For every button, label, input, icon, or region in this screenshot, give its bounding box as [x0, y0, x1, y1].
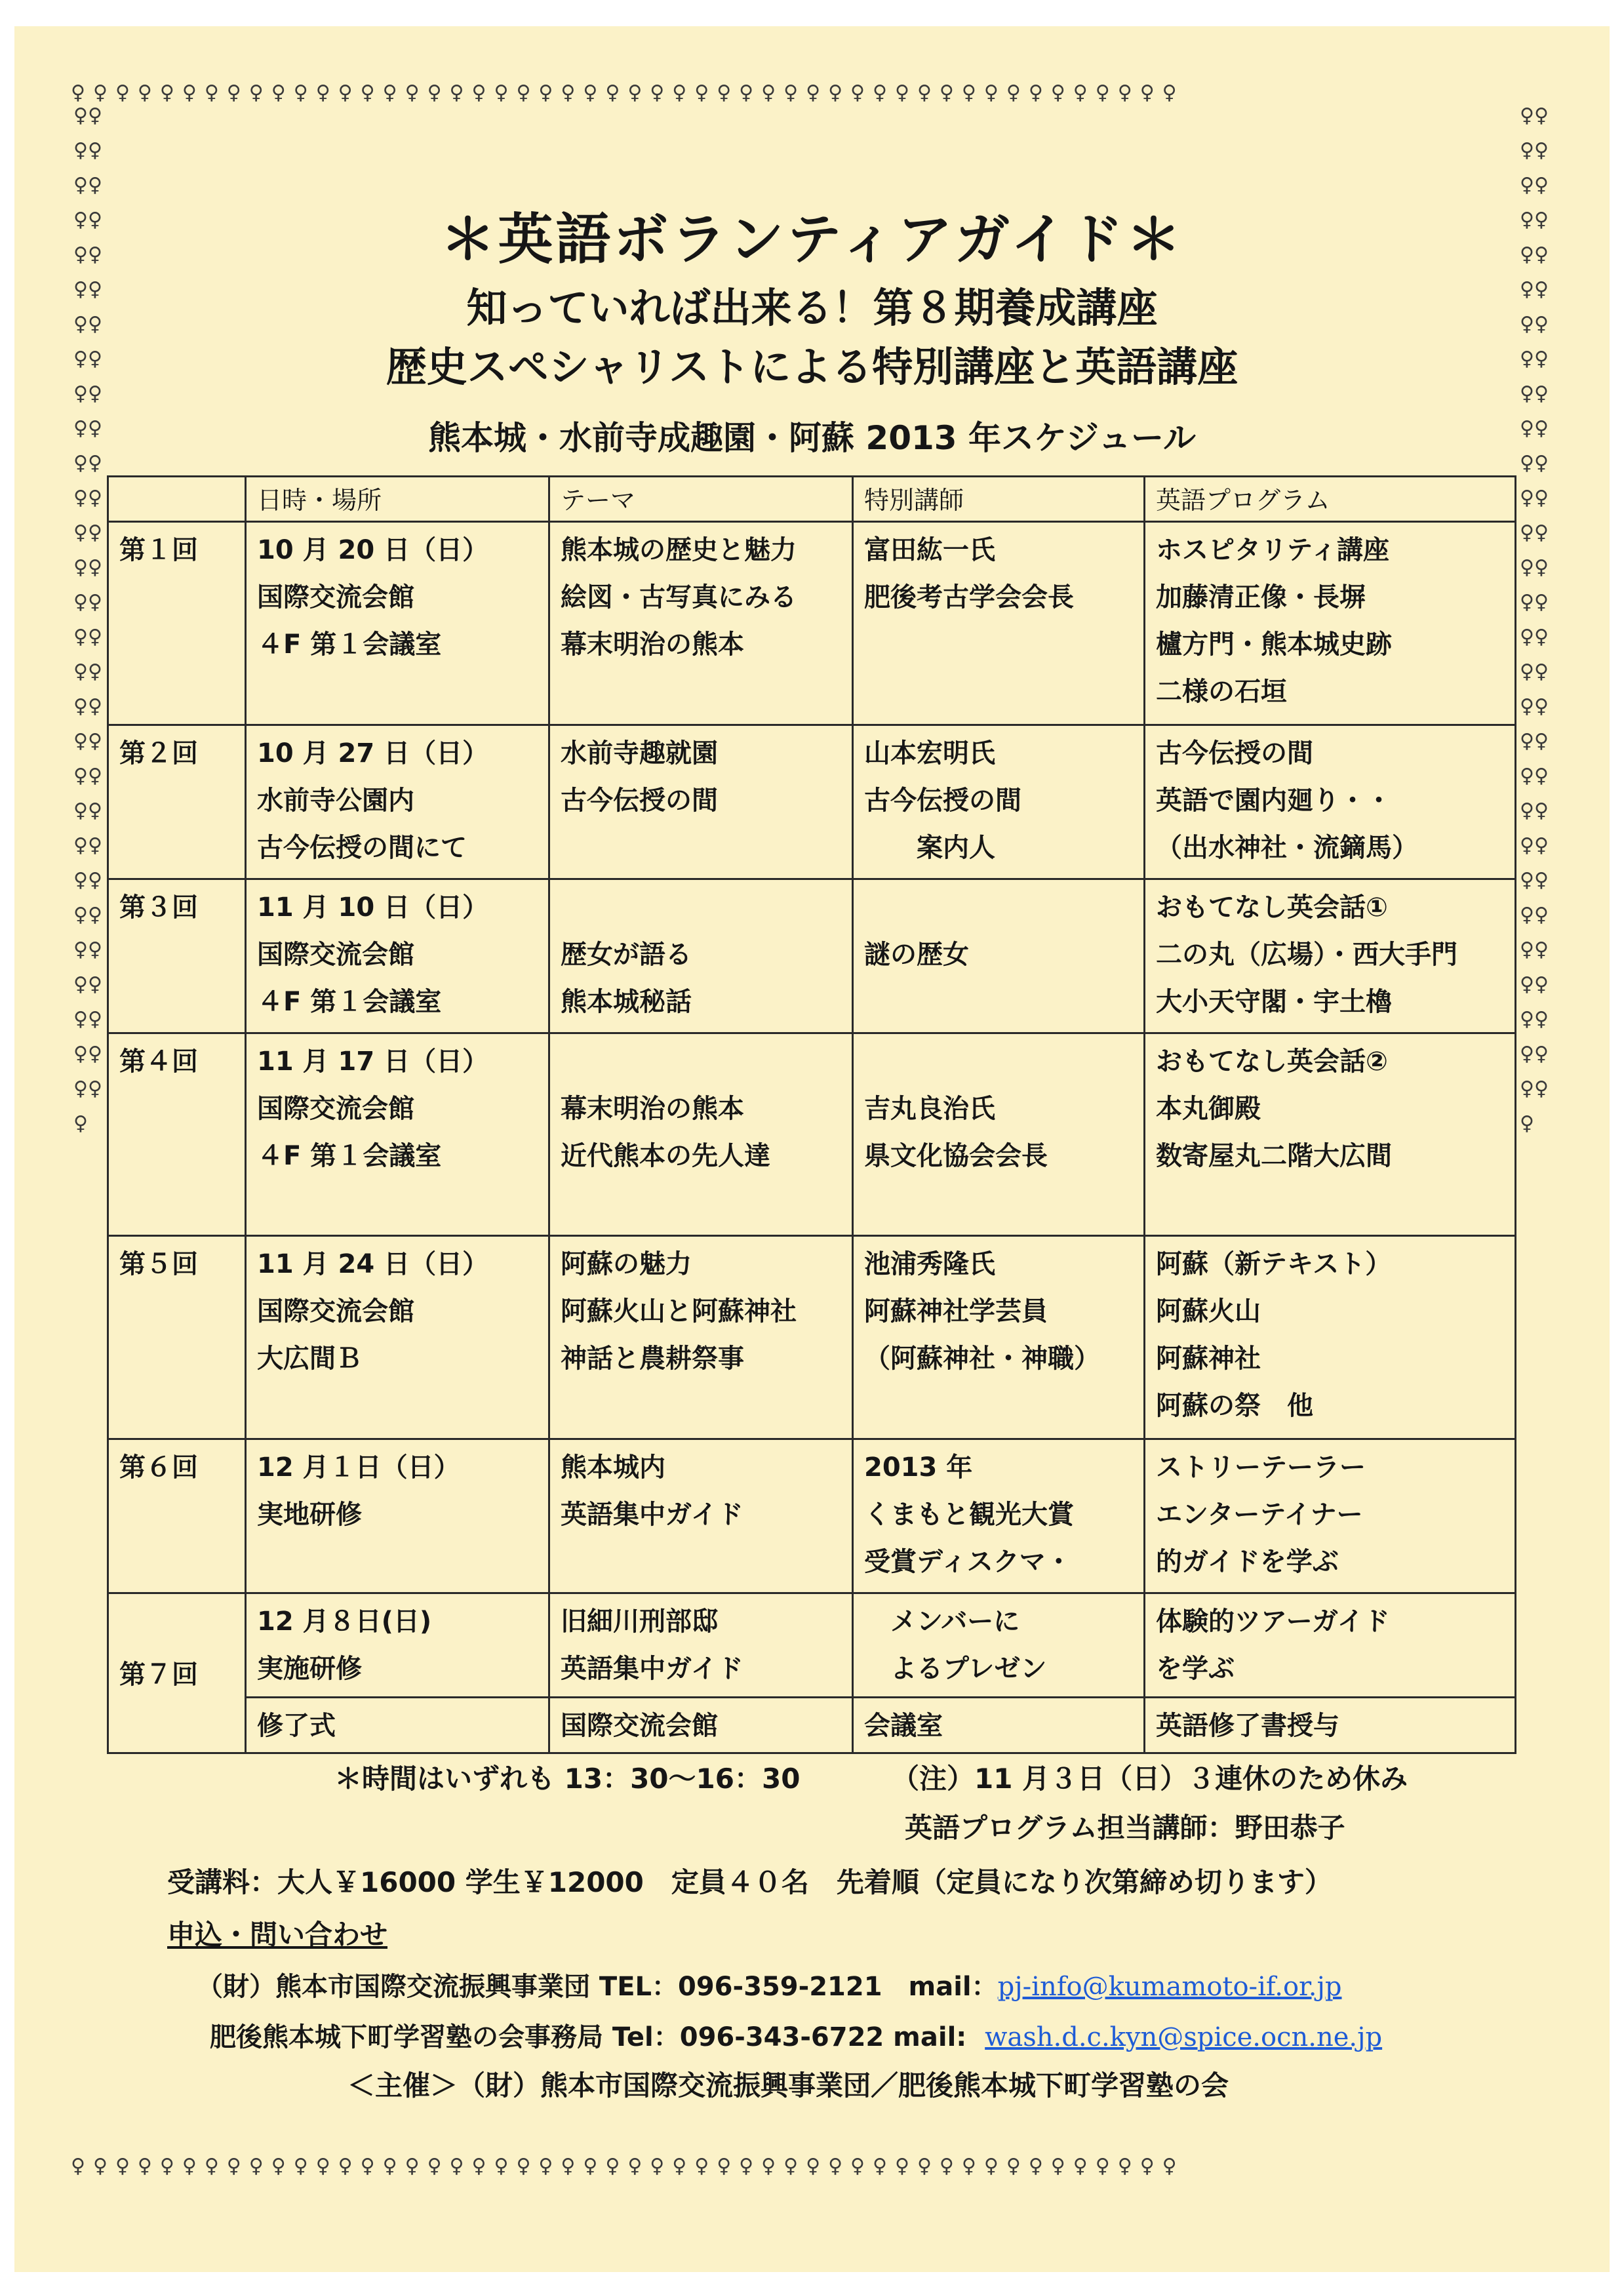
datetime-line: 11 月 10 日（日）	[257, 892, 489, 923]
lecturer-line	[864, 884, 1136, 931]
theme-line: 英語集中ガイド	[561, 1499, 743, 1530]
table-row	[108, 1033, 1516, 1235]
english-program-cell	[1145, 725, 1516, 879]
datetime-line: 古今伝授の間にて	[257, 833, 467, 864]
english-program-cell	[1145, 1033, 1516, 1235]
english-line: 阿蘇の祭 他	[1156, 1390, 1313, 1421]
session-label	[108, 522, 246, 725]
theme-line: 熊本城の歴史と魅力	[561, 535, 797, 565]
english-line: 阿蘇火山	[1156, 1296, 1261, 1327]
theme-line: 旧細川刑部邸	[561, 1606, 718, 1637]
datetime-cell	[246, 1235, 549, 1439]
session-text: 第５回	[119, 1248, 198, 1279]
session-label	[108, 725, 246, 879]
english-program-cell	[1145, 1593, 1516, 1698]
theme-line: 幕末明治の熊本	[561, 629, 744, 660]
english-line: 的ガイドを学ぶ	[1156, 1546, 1339, 1577]
lecturer-cell	[853, 1033, 1145, 1235]
header-theme: テーマ	[549, 477, 853, 522]
closing-datetime: 修了式	[246, 1698, 549, 1753]
lecturer-line: 2013 年	[864, 1452, 973, 1483]
theme-line: 熊本城秘話	[561, 986, 692, 1017]
theme-line	[561, 884, 844, 931]
datetime-line: 国際交流会館	[257, 582, 414, 612]
datetime-line: 水前寺公園内	[257, 786, 414, 816]
session-text: 第４回	[119, 1046, 198, 1077]
datetime-cell	[246, 725, 549, 879]
theme-line: 阿蘇火山と阿蘇神社	[561, 1296, 797, 1327]
fee-note: 受講料：大人￥16000 学生￥12000 定員４０名 先着順（定員になり次第締め切ります）	[167, 1866, 1332, 1898]
session-label	[108, 879, 246, 1033]
schedule-heading: 熊本城・水前寺成趣園・阿蘇 2013 年スケジュール	[428, 419, 1196, 457]
theme-cell	[549, 1033, 853, 1235]
english-program-cell	[1145, 522, 1516, 725]
datetime-line: 12 月１日（日）	[257, 1452, 460, 1483]
datetime-line: 10 月 20 日（日）	[257, 535, 489, 565]
lecturer-line: くまもと観光大賞	[864, 1499, 1074, 1530]
datetime-line: 12 月８日(日)	[257, 1606, 432, 1637]
datetime-cell	[246, 1439, 549, 1593]
lecturer-line: 吉丸良治氏	[864, 1093, 995, 1124]
lecturer-line: よるプレゼン	[864, 1653, 1047, 1684]
theme-line: 歴女が語る	[561, 939, 692, 970]
lecturer-cell	[853, 1235, 1145, 1439]
schedule-body	[108, 522, 1516, 1753]
datetime-line: 実施研修	[257, 1653, 362, 1684]
english-line: おもてなし英会話②	[1156, 1046, 1388, 1077]
english-line: （出水神社・流鏑馬）	[1156, 833, 1418, 864]
session-text: 第１回	[119, 535, 198, 565]
datetime-line: 大広間Ｂ	[257, 1343, 362, 1374]
session-label	[108, 1235, 246, 1439]
theme-line: 近代熊本の先人達	[561, 1140, 770, 1171]
closing-venue: 国際交流会館	[549, 1698, 853, 1753]
datetime-line: 国際交流会館	[257, 939, 414, 970]
lecturer-line: 謎の歴女	[864, 939, 969, 970]
session-label	[108, 1033, 246, 1235]
lecturer-line: 池浦秀隆氏	[864, 1248, 995, 1279]
english-program-cell	[1145, 1439, 1516, 1593]
table-header-row	[108, 477, 1516, 522]
english-line: ストリーテーラー	[1156, 1452, 1366, 1483]
contact-juku-text: 肥後熊本城下町学習塾の会事務局 Tel：096-343-6722 mail:	[210, 2022, 967, 2052]
english-line: 櫨方門・熊本城史跡	[1156, 629, 1392, 660]
header-english-program: 英語プログラム	[1145, 477, 1516, 522]
session-text: 第６回	[119, 1452, 198, 1483]
datetime-line: 11 月 24 日（日）	[257, 1248, 489, 1279]
time-note: ＊時間はいずれも 13：30～16：30	[334, 1763, 801, 1795]
english-program-cell	[1145, 1235, 1516, 1439]
english-program-cell	[1145, 879, 1516, 1033]
datetime-line: ４F 第１会議室	[257, 629, 442, 660]
contact-foundation-email-link[interactable]: pj-info@kumamoto-if.or.jp	[997, 1972, 1342, 2002]
english-line: 英語で園内廻り・・	[1156, 786, 1392, 816]
holiday-note: （注）11 月３日（日）３連休のため休み	[892, 1763, 1408, 1795]
lecturer-line: 富田紘一氏	[864, 535, 995, 565]
lecturer-cell	[853, 725, 1145, 879]
decorative-border-bottom: ♀♀♀♀♀♀♀♀♀♀♀♀♀♀♀♀♀♀♀♀♀♀♀♀♀♀♀♀♀♀♀♀♀♀♀♀♀♀♀♀♀♀♀♀♀♀♀♀♀♀	[71, 2155, 1185, 2178]
table-row	[108, 1593, 1516, 1698]
english-line: おもてなし英会話①	[1156, 892, 1388, 923]
theme-cell	[549, 1593, 853, 1698]
lecturer-line: （阿蘇神社・神職）	[864, 1343, 1100, 1374]
lecturer-line	[864, 1038, 1136, 1085]
english-line: 加藤清正像・長塀	[1156, 582, 1366, 612]
theme-line: 絵図・古写真にみる	[561, 582, 797, 612]
lecturer-cell	[853, 1439, 1145, 1593]
english-line: 古今伝授の間	[1156, 738, 1313, 769]
contact-juku-email-link[interactable]: wash.d.c.kyn@spice.ocn.ne.jp	[985, 2022, 1383, 2052]
theme-line: 水前寺趣就園	[561, 738, 718, 769]
english-teacher-note: 英語プログラム担当講師：野田恭子	[905, 1812, 1345, 1844]
english-line: エンターテイナー	[1156, 1499, 1363, 1530]
lecturer-line: 阿蘇神社学芸員	[864, 1296, 1048, 1327]
datetime-cell	[246, 522, 549, 725]
closing-room: 会議室	[853, 1698, 1145, 1753]
english-line: 大小天守閣・宇土櫓	[1156, 986, 1392, 1017]
closing-ceremony-row	[108, 1698, 1516, 1753]
datetime-line: 実地研修	[257, 1499, 362, 1530]
decorative-border-left: ♀♀♀♀♀♀♀♀♀♀♀♀♀♀♀♀♀♀♀♀♀♀♀♀♀♀♀♀♀♀♀♀♀♀♀♀♀♀♀♀♀♀♀♀♀♀♀♀♀♀♀♀♀♀♀♀♀♀♀	[73, 104, 102, 1135]
theme-line: 神話と農耕祭事	[561, 1343, 744, 1374]
english-line: 二様の石垣	[1156, 677, 1287, 707]
contact-juku	[210, 2016, 1382, 2054]
theme-line: 英語集中ガイド	[561, 1653, 743, 1684]
table-row	[108, 725, 1516, 879]
lecturer-line: 県文化協会会長	[864, 1140, 1048, 1171]
english-line: ホスピタリティ講座	[1156, 535, 1389, 565]
datetime-cell	[246, 1033, 549, 1235]
lecturer-cell	[853, 879, 1145, 1033]
theme-line: 阿蘇の魅力	[561, 1248, 692, 1279]
apply-contact-heading: 申込・問い合わせ	[167, 1919, 388, 1951]
session-label	[108, 1439, 246, 1593]
lecturer-line: 案内人	[864, 833, 995, 864]
datetime-line: ４F 第１会議室	[257, 1140, 442, 1171]
table-row	[108, 879, 1516, 1033]
subtitle-course: 知っていれば出来る！第８期養成講座	[466, 284, 1158, 332]
page-title: ＊英語ボランティアガイド＊	[440, 207, 1184, 271]
theme-cell	[549, 1439, 853, 1593]
english-line: を学ぶ	[1156, 1653, 1235, 1684]
organizer-note: ＜主催＞（財）熊本市国際交流振興事業団／肥後熊本城下町学習塾の会	[347, 2069, 1229, 2102]
theme-cell	[549, 879, 853, 1033]
decorative-border-top: ♀♀♀♀♀♀♀♀♀♀♀♀♀♀♀♀♀♀♀♀♀♀♀♀♀♀♀♀♀♀♀♀♀♀♀♀♀♀♀♀♀♀♀♀♀♀♀♀♀♀	[71, 81, 1185, 104]
datetime-line: 10 月 27 日（日）	[257, 738, 489, 769]
datetime-cell	[246, 1593, 549, 1698]
contact-foundation-text: （財）熊本市国際交流振興事業団 TEL：096-359-2121 mail：	[197, 1972, 998, 2002]
datetime-line: 国際交流会館	[257, 1296, 414, 1327]
english-line: 阿蘇神社	[1156, 1343, 1261, 1374]
session-text: 第７回	[119, 1660, 198, 1690]
theme-cell	[549, 725, 853, 879]
lecturer-line: 山本宏明氏	[864, 738, 995, 769]
table-row	[108, 1439, 1516, 1593]
session-label	[108, 1593, 246, 1753]
session-text: 第３回	[119, 892, 198, 923]
datetime-line: 国際交流会館	[257, 1093, 414, 1124]
theme-line: 幕末明治の熊本	[561, 1093, 744, 1124]
closing-certificate: 英語修了書授与	[1145, 1698, 1516, 1753]
decorative-border-right: ♀♀♀♀♀♀♀♀♀♀♀♀♀♀♀♀♀♀♀♀♀♀♀♀♀♀♀♀♀♀♀♀♀♀♀♀♀♀♀♀♀♀♀♀♀♀♀♀♀♀♀♀♀♀♀♀♀♀♀	[1520, 104, 1549, 1135]
lecturer-line: 受賞ディスクマ・	[864, 1546, 1072, 1577]
header-datetime: 日時・場所	[246, 477, 549, 522]
english-line: 阿蘇（新テキスト）	[1156, 1248, 1392, 1279]
lecturer-line: 古今伝授の間	[864, 786, 1021, 816]
english-line: 数寄屋丸二階大広間	[1156, 1140, 1392, 1171]
header-lecturer: 特別講師	[853, 477, 1145, 522]
english-line: 体験的ツアーガイド	[1156, 1606, 1390, 1637]
lecturer-cell	[853, 522, 1145, 725]
subtitle-special-lecture: 歴史スペシャリストによる特別講座と英語講座	[386, 343, 1238, 391]
schedule-table	[107, 475, 1516, 1754]
datetime-line: ４F 第１会議室	[257, 986, 442, 1017]
table-row	[108, 1235, 1516, 1439]
header-session	[108, 477, 246, 522]
theme-line: 古今伝授の間	[561, 786, 718, 816]
contact-foundation	[197, 1966, 1341, 2003]
theme-cell	[549, 522, 853, 725]
theme-line	[561, 1038, 844, 1085]
english-line: 二の丸（広場）・西大手門	[1156, 939, 1457, 970]
table-row	[108, 522, 1516, 725]
theme-cell	[549, 1235, 853, 1439]
lecturer-cell	[853, 1593, 1145, 1698]
datetime-cell	[246, 879, 549, 1033]
datetime-line: 11 月 17 日（日）	[257, 1046, 489, 1077]
session-text: 第２回	[119, 738, 198, 769]
lecturer-line: 肥後考古学会会長	[864, 582, 1074, 612]
english-line: 本丸御殿	[1156, 1093, 1261, 1124]
lecturer-line: メンバーに	[864, 1606, 1020, 1637]
theme-line: 熊本城内	[561, 1452, 665, 1483]
